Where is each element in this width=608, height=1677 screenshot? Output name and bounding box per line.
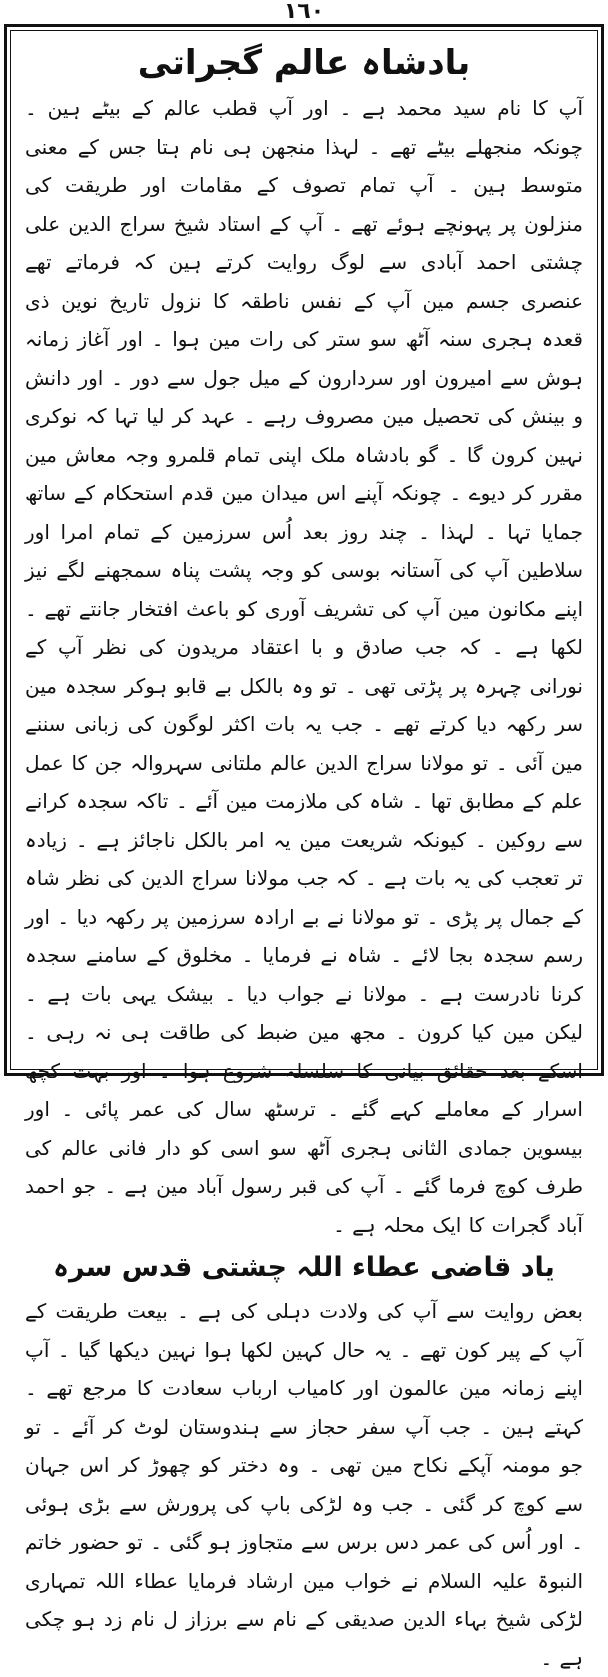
page-border xyxy=(4,24,604,1670)
section-heading-badshah-alam: بادشاہ عالم گجراتی xyxy=(137,43,471,83)
section-body-badshah-alam: آپ کا نام سید محمد ہے ۔ اور آپ قطب عالم کے بیٹے ہین ۔ چونکہ منجھلے بیٹے تھے ۔ لہذا منجھن ہی نام ہتا جس کے معنی متوسط ہین ۔ آپ تمام تصوف کے مقامات اور طریقت کی منزلون پر پہونچے ہوئے تھے ۔ آپ کے استاد شیخ سراج الدین علی چشتی احمد آبادی سے لوگ روایت کرتے ہین کہ فرماتے تھے عنصری جسم مین آپ کے نفس ناطقہ کا نزول تاریخ نوین ذی قعدہ ہجری سنہ آٹھ سو ستر کی رات مین ہوا ۔ اور آغاز زمانہ ہوش سے امیرون اور سردارون کے میل جول سے دور ۔ اور دانش و بینش کی تحصیل مین مصروف رہے ۔ عہد کر لیا تہا کہ نوکری نہین کرون گا ۔ گو بادشاہ ملک اپنی تمام قلمرو وجہ معاش مین مقرر کر دیوے ۔ چونکہ آپنے اس میدان مین قدم استحکام کے ساتھ جمایا تہا ۔ لہذا ۔ چند روز بعد اُس سرزمین کے تمام امرا اور سلاطین آپ کی آستانہ بوسی کو وجہ پشت پناہ سمجھنے لگے نیز اپنے مکانون مین آپ کی تشریف آوری کو باعث افتخار جانتے تھے ۔ لکھا ہے ۔ کہ جب صادق و با اعتقاد مریدون کی نظر آپ کے نورانی چہرہ پر پڑتی تھی ۔ تو وہ بالکل بے قابو ہوکر سجدہ مین سر رکھہ دیا کرتے تھے ۔ جب یہ بات اکثر لوگون کی زبانی سننے مین آئی ۔ تو مولانا سراج الدین عالم ملتانی سہروالہ جن کا عمل علم کے مطابق تھا ۔ شاہ کی ملازمت مین آئے ۔ تاکہ سجدہ کرانے سے روکین ۔ کیونکہ شریعت مین یہ امر بالکل ناجائز ہے ۔ زیادہ تر تعجب کی یہ بات ہے ۔ کہ جب مولانا سراج الدین کی نظر شاہ کے جمال پر پڑی ۔ تو مولانا نے بے ارادہ سرزمین پر رکھہ دیا ۔ اور رسم سجدہ بجا لائے ۔ شاہ نے فرمایا ۔ مخلوق کے سامنے سجدہ کرنا نادرست ہے ۔ مولانا نے جواب دیا ۔ بیشک یہی بات ہے ۔ لیکن مین کیا کرون ۔ مجھ مین ضبط کی طاقت ہی نہ رہی ۔ اسکے بعد حقائق بیانی کا سلسلہ شروع ہوا ۔ اور بہت کچھ اسرار کے معاملے کہے گئے ۔ ترسٹھ سال کی عمر پائی ۔ اور بیسوین جمادی الثانی ہجری آٹھ سو اسی کو دار فانی عالم کی طرف کوچ فرما گئے ۔ آپ کی قبر رسول آباد مین ہے ۔ جو احمد آباد گجرات کا ایک محلہ ہے ۔ xyxy=(25,96,583,1237)
page-number: ١٦٠ xyxy=(283,0,325,24)
section-body-qazi-ataullah: بعض روایت سے آپ کی ولادت دہلی کی ہے ۔ بیعت طریقت کے آپ کے پیر کون تھے ۔ یہ حال کہین لکھا ہوا نہین دیکھا گیا ۔ آپ اپنے زمانہ مین عالمون اور کامیاب ارباب سعادت کا مرجع تھے ۔ کہتے ہین ۔ جب آپ سفر حجاز سے ہندوستان لوٹ کر آئے ۔ تو جو مومنہ آپکے نکاح مین تھی ۔ وہ دختر کو چھوڑ کر اس جہان سے کوچ کر گئی ۔ جب وہ لڑکی باپ کی پرورش سے بڑی ہوئی ۔ اور اُس کی عمر دس برس سے متجاوز ہو گئی ۔ تو حضور خاتم النبوۃ علیہ السلام نے خواب مین ارشاد فرمایا عطاء اللہ تمہاری لڑکی شیخ بہاء الدین صدیقی کے نام سے برزاز ل نام زد ہو چکی ہے ۔ xyxy=(25,1299,583,1670)
text-area xyxy=(10,30,598,1670)
section-heading-qazi-ataullah: یاد قاضی عطاء اللہ چشتی قدس سرہ xyxy=(53,1252,555,1283)
